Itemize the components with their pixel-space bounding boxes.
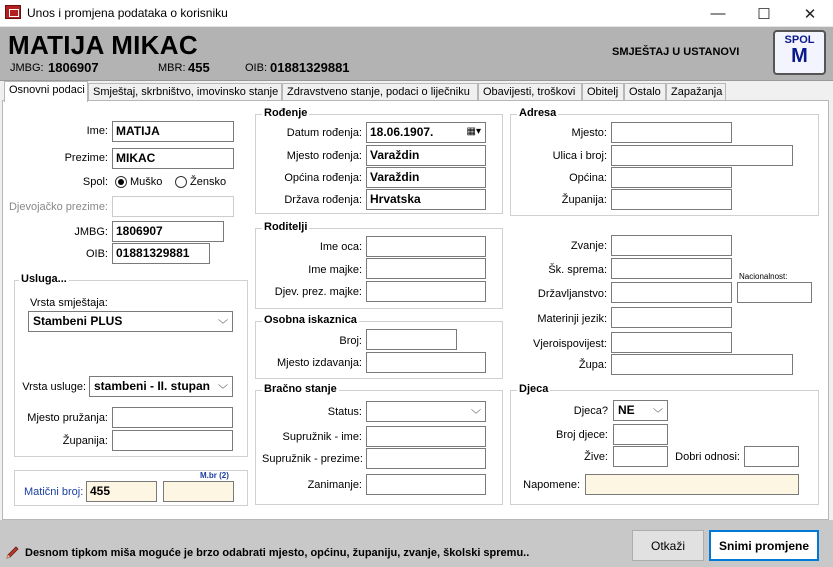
rodenje-title: Rođenje: [264, 107, 308, 119]
djeca-select[interactable]: [613, 400, 668, 421]
suprug-ime-label: Supružnik - ime:: [282, 431, 362, 443]
ime-oca-input[interactable]: [366, 236, 486, 257]
header-oib-value: 01881329881: [270, 60, 350, 75]
calendar-icon[interactable]: ▦▾: [466, 126, 481, 137]
maticni-broj-input[interactable]: 455: [86, 481, 157, 502]
facility-type: SMJEŠTAJ U USTANOVI: [612, 46, 740, 58]
header-jmbg-value: 1806907: [48, 60, 99, 75]
chevron-down-icon: ﹀: [653, 409, 663, 420]
zanimanje-label: Zanimanje:: [307, 479, 362, 491]
datum-rodenja-input[interactable]: [366, 122, 486, 143]
datum-rodenja-label: Datum rođenja:: [286, 127, 362, 139]
tab-zapazanja[interactable]: Zapažanja: [666, 83, 726, 101]
zive-input[interactable]: [613, 446, 668, 467]
gender-badge-label: SPOL: [784, 34, 815, 46]
mjesto-pruzanja-label: Mjesto pružanja:: [27, 412, 108, 424]
hint-label: Desnom tipkom miša moguće je brzo odabrati mjesto, općinu, županiju, zvanje, školski spremu..: [25, 547, 530, 559]
mjesto-izdavanja-label: Mjesto izdavanja:: [277, 357, 362, 369]
materinji-jezik-input[interactable]: [611, 307, 732, 328]
ulica-input[interactable]: [611, 145, 793, 166]
dobri-odnosi-label: Dobri odnosi:: [675, 451, 740, 463]
zanimanje-input[interactable]: [366, 474, 486, 495]
header-oib-label: OIB:: [245, 62, 268, 74]
suprug-prezime-label: Supružnik - prezime:: [262, 453, 363, 465]
vrsta-usluge-label: Vrsta usluge:: [22, 381, 86, 393]
nacionalnost-input[interactable]: [737, 282, 812, 303]
broj-iskaznice-input[interactable]: [366, 329, 457, 350]
tab-zdravstveno[interactable]: Zdravstveno stanje, podaci o liječniku: [282, 83, 478, 101]
prezime-input[interactable]: MIKAC: [112, 148, 234, 169]
ime-input[interactable]: MATIJA: [112, 121, 234, 142]
zvanje-label: Zvanje:: [570, 240, 607, 252]
suprug-ime-input[interactable]: [366, 426, 486, 447]
napomene-label: Napomene:: [523, 479, 580, 491]
spol-label: Spol:: [82, 176, 108, 188]
header-mbr-value: 455: [188, 60, 210, 75]
djevojacko-label: Djevojačko prezime:: [8, 201, 108, 213]
minimize-button[interactable]: —: [710, 5, 726, 22]
vrsta-smjestaja-value: Stambeni PLUS: [33, 314, 123, 328]
vrsta-smjestaja-select[interactable]: [28, 311, 233, 332]
adresa-mjesto-label: Mjesto:: [571, 127, 607, 139]
mjesto-rodenja-label: Mjesto rođenja:: [286, 150, 362, 162]
tab-ostalo[interactable]: Ostalo: [624, 83, 666, 101]
zupa-input[interactable]: [611, 354, 793, 375]
djevojacko-input[interactable]: [112, 196, 234, 217]
nacionalnost-label: Nacionalnost:: [739, 272, 788, 281]
opcina-rodenja-label: Općina rođenja:: [284, 172, 362, 184]
ime-majke-input[interactable]: [366, 258, 486, 279]
djev-prez-majke-label: Djev. prez. majke:: [274, 286, 362, 298]
broj-djece-input[interactable]: [613, 424, 668, 445]
adresa-zupanija-input[interactable]: [611, 189, 732, 210]
tab-obitelj[interactable]: Obitelj: [582, 83, 624, 101]
tab-smjestaj[interactable]: Smještaj, skrbništvo, imovinsko stanje: [88, 83, 282, 101]
maximize-button[interactable]: ☐: [757, 5, 771, 23]
header-jmbg-label: JMBG:: [10, 62, 44, 74]
usluga-title: Usluga...: [21, 273, 67, 285]
suprug-prezime-input[interactable]: [366, 448, 486, 469]
ime-majke-label: Ime majke:: [308, 264, 362, 276]
djeca-title: Djeca: [519, 383, 549, 395]
radio-musko-label: Muško: [130, 176, 163, 188]
skolska-sprema-input[interactable]: [611, 258, 732, 279]
prezime-label: Prezime:: [64, 152, 108, 164]
mjesto-pruzanja-input[interactable]: [112, 407, 233, 428]
adresa-opcina-label: Općina:: [569, 172, 607, 184]
app-icon: [5, 5, 21, 19]
materinji-jezik-label: Materinji jezik:: [537, 313, 607, 325]
vjeroispovijest-input[interactable]: [611, 332, 732, 353]
djev-prez-majke-input[interactable]: [366, 281, 486, 302]
gender-badge: [773, 30, 826, 75]
roditelji-title: Roditelji: [264, 221, 308, 233]
gender-badge-value: M: [791, 45, 808, 67]
zupa-label: Župa:: [578, 359, 607, 371]
napomene-input[interactable]: [585, 474, 799, 495]
radio-musko[interactable]: [115, 176, 127, 188]
mjesto-izdavanja-input[interactable]: [366, 352, 486, 373]
chevron-down-icon: ﹀: [471, 410, 481, 421]
radio-zensko-label: Žensko: [190, 176, 227, 188]
oib-input[interactable]: 01881329881: [112, 243, 210, 264]
broj-iskaznice-label: Broj:: [339, 335, 362, 347]
ime-oca-label: Ime oca:: [319, 241, 362, 253]
radio-zensko[interactable]: [175, 176, 187, 188]
close-button[interactable]: ✕: [803, 5, 817, 23]
bracno-title: Bračno stanje: [264, 383, 337, 395]
patient-name: MATIJA MIKAC: [8, 30, 198, 60]
vjeroispovijest-label: Vjeroispovijest:: [533, 338, 607, 350]
skolska-sprema-label: Šk. sprema:: [548, 264, 607, 276]
mbr2-label: M.br (2): [200, 471, 229, 480]
datum-rodenja-value: 18.06.1907.: [370, 125, 434, 139]
adresa-mjesto-input[interactable]: [611, 122, 732, 143]
zupanija-usluga-input[interactable]: [112, 430, 233, 451]
zvanje-input[interactable]: [611, 235, 732, 256]
cancel-button[interactable]: Otkaži: [632, 530, 704, 561]
drzavljanstvo-label: Državljanstvo:: [537, 288, 607, 300]
save-button[interactable]: Snimi promjene: [709, 530, 819, 561]
oib-label: OIB:: [85, 248, 108, 260]
pencil-icon: [5, 546, 21, 560]
zupanija-usluga-label: Županija:: [62, 435, 108, 447]
dobri-odnosi-input[interactable]: [744, 446, 799, 467]
status-select[interactable]: [366, 401, 486, 422]
drzava-rodenja-label: Država rođenja:: [284, 194, 362, 206]
header-mbr-label: MBR:: [158, 62, 186, 74]
adresa-zupanija-label: Županija:: [561, 194, 607, 206]
zive-label: Žive:: [584, 451, 608, 463]
adresa-opcina-input[interactable]: [611, 167, 732, 188]
chevron-down-icon: ﹀: [218, 385, 228, 396]
djeca-label: Djeca?: [573, 405, 608, 417]
maticni-broj-label: Matični broj:: [24, 486, 84, 498]
opcina-rodenja-input[interactable]: Varaždin: [366, 167, 486, 188]
mjesto-rodenja-input[interactable]: Varaždin: [366, 145, 486, 166]
status-label: Status:: [327, 406, 362, 418]
jmbg-input[interactable]: 1806907: [112, 221, 224, 242]
drzavljanstvo-input[interactable]: [611, 282, 732, 303]
mbr2-input[interactable]: [163, 481, 234, 502]
iskaznica-title: Osobna iskaznica: [264, 314, 357, 326]
tab-obavijesti[interactable]: Obavijesti, troškovi: [478, 83, 582, 101]
ulica-label: Ulica i broj:: [552, 150, 607, 162]
broj-djece-label: Broj djece:: [556, 429, 608, 441]
jmbg-label: JMBG:: [74, 226, 108, 238]
vrsta-usluge-select[interactable]: [89, 376, 233, 397]
ime-label: Ime:: [86, 125, 108, 137]
drzava-rodenja-input[interactable]: Hrvatska: [366, 189, 486, 210]
tab-osnovni-podaci[interactable]: Osnovni podaci: [4, 81, 88, 102]
window-title: Unos i promjena podataka o korisniku: [27, 6, 228, 20]
vrsta-smjestaja-label: Vrsta smještaja:: [30, 297, 108, 309]
hint-text: [5, 546, 529, 560]
adresa-title: Adresa: [519, 107, 557, 119]
djeca-value: NE: [618, 403, 635, 417]
vrsta-usluge-value: stambeni - II. stupan: [94, 379, 211, 393]
chevron-down-icon: ﹀: [218, 320, 228, 331]
